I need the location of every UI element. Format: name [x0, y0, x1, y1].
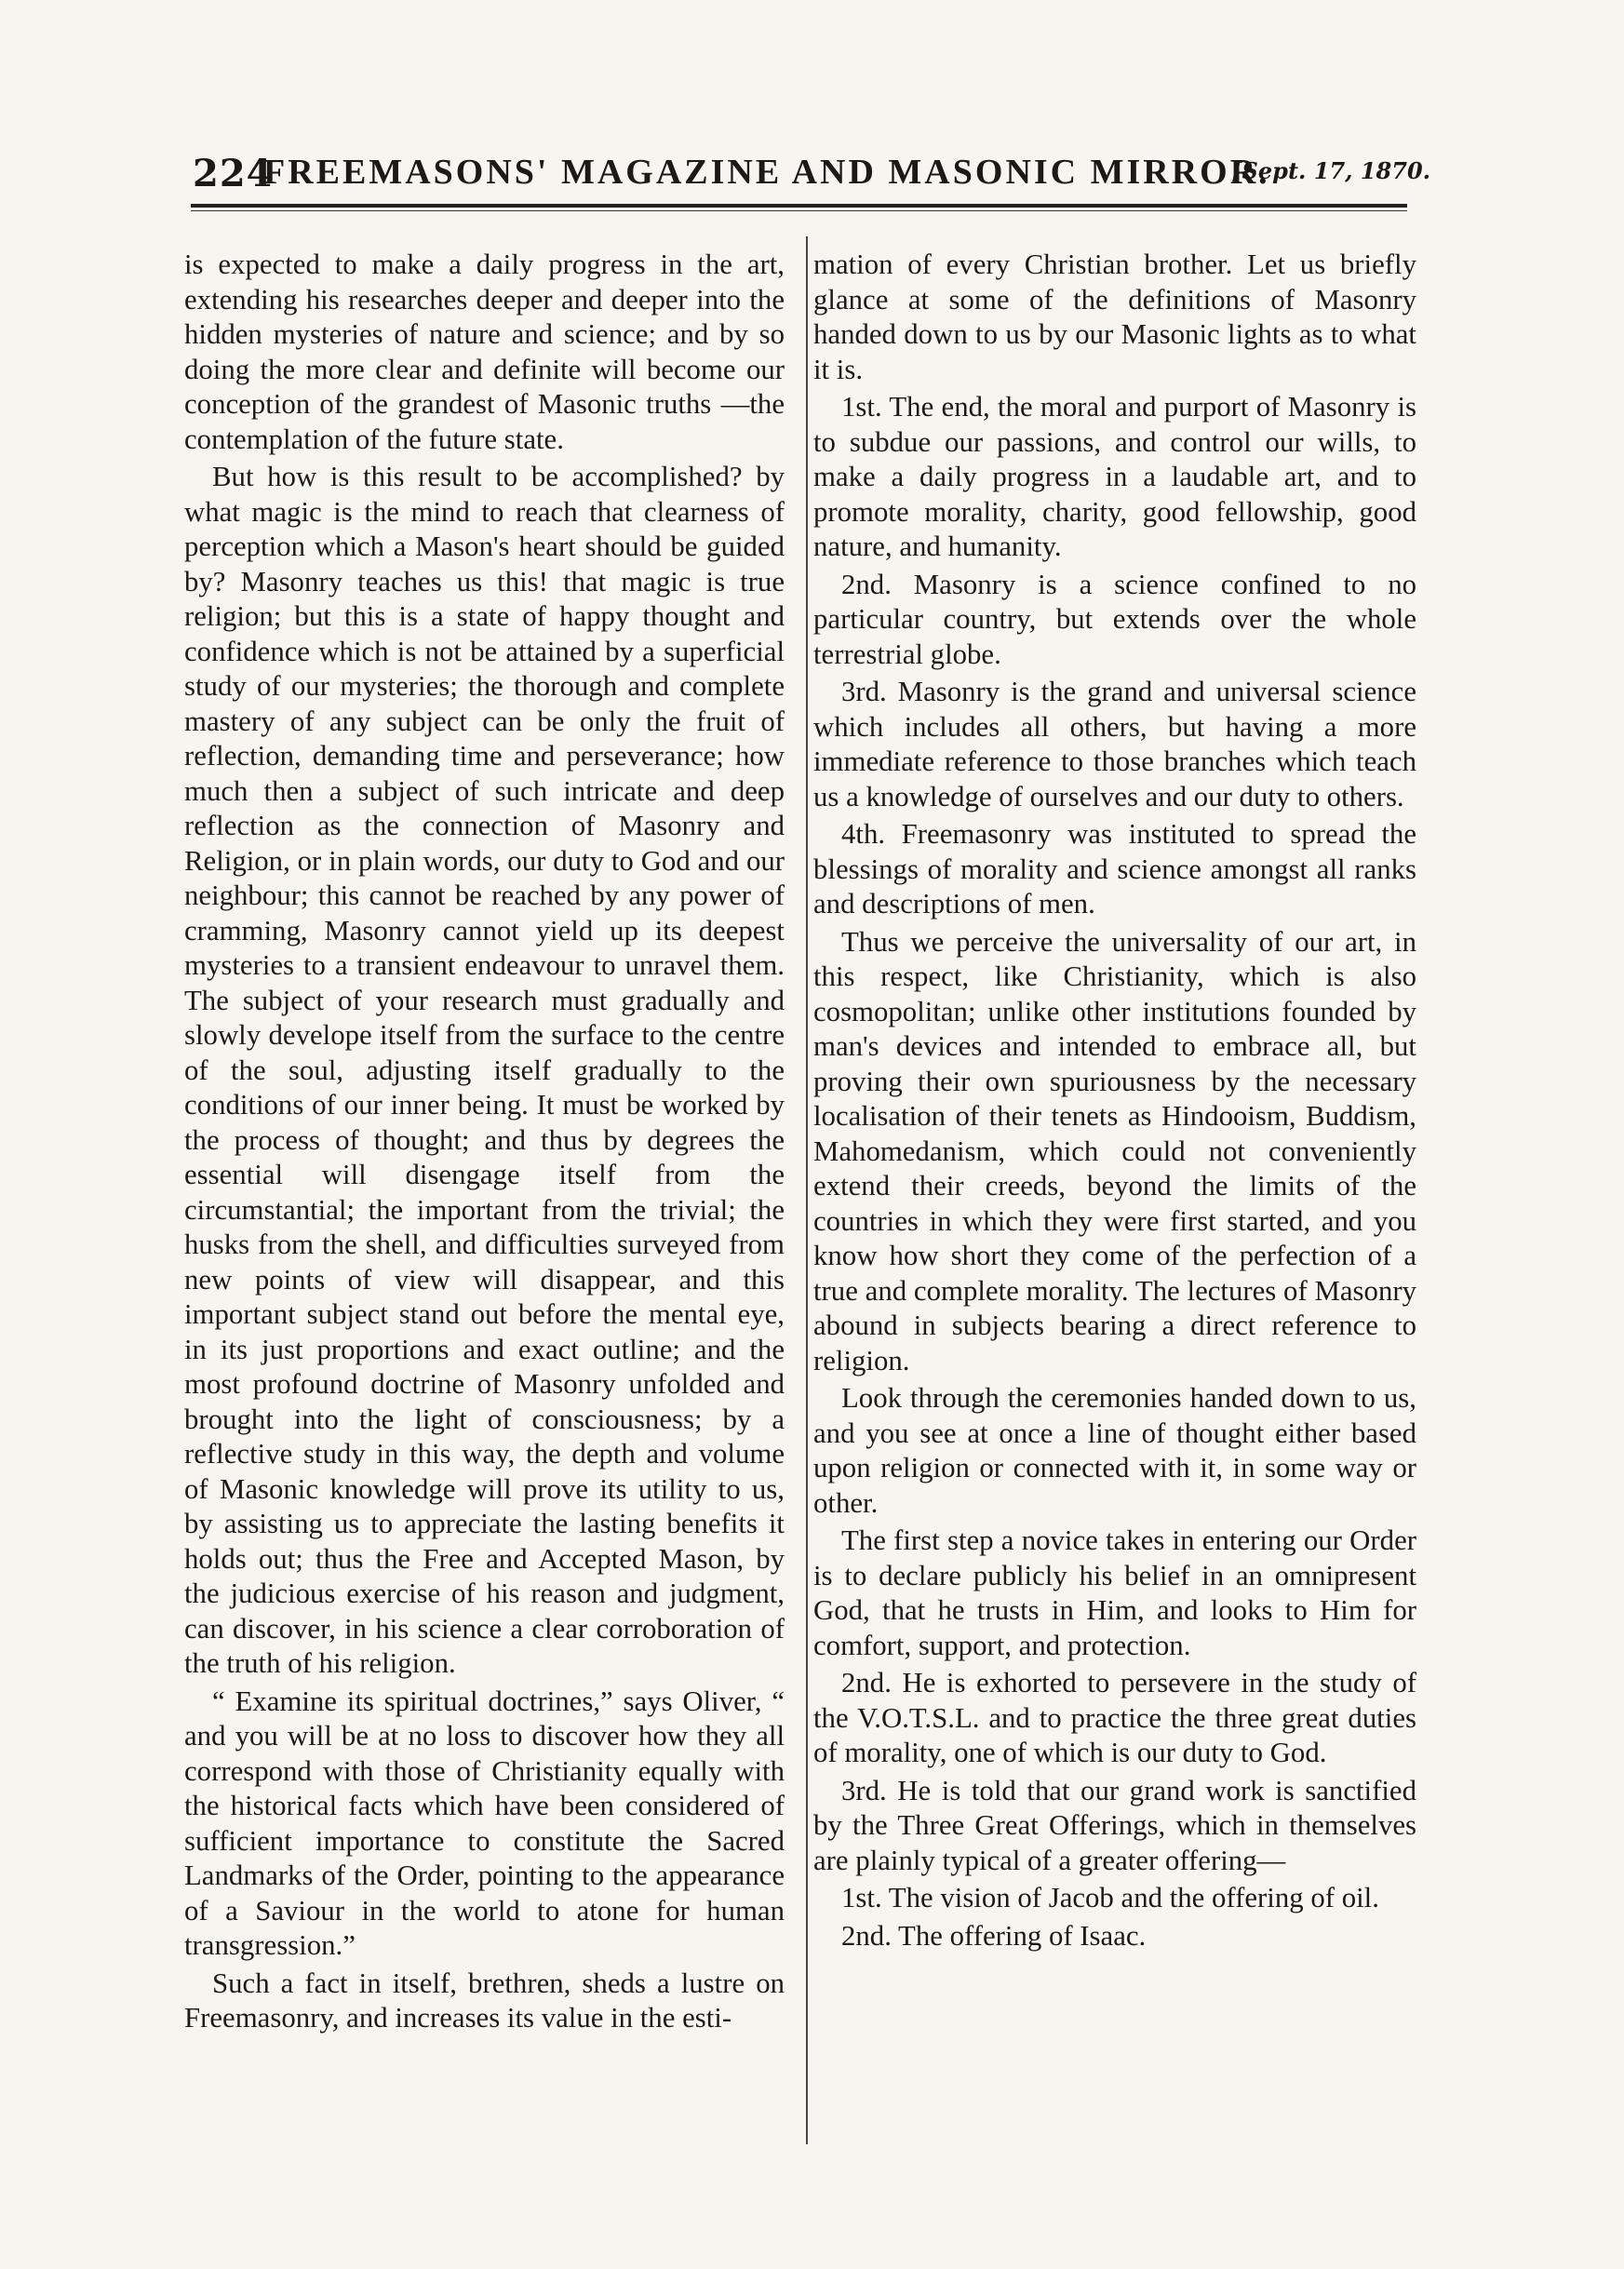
paragraph: Thus we perceive the universality of our art, in this respect, like Christianity, which is also cosmopolitan; unlike other institutions founded by man's devices and intended to embrace all, but proving their own spuriousness by the necessary localisation of their tenets as Hindooism, Buddism, Mahomedanism, which could not conveniently extend their creeds, beyond the limits of the countries in which they were first started, and you know how short they come of the perfection of a true and complete morality. The lectures of Masonry abound in subjects bearing a direct reference to religion. — [813, 925, 1416, 1376]
right-column — [813, 248, 1416, 1956]
paragraph: mation of every Christian brother. Let us briefly glance at some of the definitions of Masonry handed down to us by our Masonic lights as to what it is. — [813, 248, 1416, 385]
paragraph: 2nd. He is exhorted to persevere in the study of the V.O.T.S.L. and to practice the three great duties of morality, one of which is our duty to God. — [813, 1667, 1416, 1768]
paragraph: The first step a novice takes in entering our Order is to declare publicly his belief in an omnipresent God, that he trusts in Him, and looks to Him for comfort, support, and protection. — [813, 1524, 1416, 1661]
paragraph: 4th. Freemasonry was instituted to spread the blessings of morality and science amongst all ranks and descriptions of men. — [813, 818, 1416, 920]
left-column — [184, 248, 785, 2039]
paragraph: 2nd. The offering of Isaac. — [841, 1919, 1147, 1952]
paragraph: Such a fact in itself, brethren, sheds a lustre on Freemasonry, and increases its value in the esti- — [184, 1967, 785, 2034]
magazine-title: FREEMASONS' MAGAZINE AND MASONIC MIRROR. — [263, 153, 1270, 192]
paragraph: Look through the ceremonies handed down to us, and you see at once a line of thought either based upon religion or connected with it, in some way or other. — [813, 1382, 1416, 1519]
paragraph: “ Examine its spiritual doctrines,” says Oliver, “ and you will be at no loss to discover how they all correspond with those of Christianity equally with the historical facts which have been considered of sufficient importance to constitute the Sacred Landmarks of the Order, pointing to the appearance of a Saviour in the world to atone for human transgression.” — [184, 1685, 785, 1961]
paragraph: But how is this result to be accomplished? by what magic is the mind to reach that clearness of perception which a Mason's heart should be guided by? Masonry teaches us this! that magic is true religion; but this is a state of happy thought and confidence which is not be attained by a superficial study of our mysteries; the thorough and complete mastery of any subject can be only the fruit of reflection, demanding time and perseverance; how much then a subject of such intricate and deep reflection as the connection of Masonry and Religion, or in plain words, our duty to God and our neighbour; this cannot be reached by any power of cramming, Masonry cannot yield up its deepest mysteries to a transient endeavour to unravel them. The subject of your research must gradually and slowly develope itself from the surface to the centre of the soul, adjusting itself gradually to the conditions of our inner being. It must be worked by the process of thought; and thus by degrees the essential will disengage itself from the circumstantial; the important from the trivial; the husks from the shell, and difficulties surveyed from new points of view will disappear, and this important subject stand out before the mental eye, in its just proportions and exact outline; and the most profound doctrine of Masonry unfolded and brought into the light of consciousness; by a reflective study in this way, the depth and volume of Masonic knowledge will prove its utility to us, by assisting us to appreciate the lasting benefits it holds out; thus the Free and Accepted Mason, by the judicious exercise of his reason and judgment, can discover, in his science a clear corroboration of the truth of his religion. — [184, 461, 785, 1679]
paragraph: 3rd. He is told that our grand work is sanctified by the Three Great Offerings, which in themselves are plainly typical of a greater offering— — [813, 1774, 1416, 1876]
paragraph: 3rd. Masonry is the grand and universal science which includes all others, but having a more immediate reference to those branches which teach us a knowledge of ourselves and our duty to others. — [813, 676, 1416, 812]
paragraph: 1st. The vision of Jacob and the offering of oil. — [841, 1882, 1379, 1913]
page-header — [193, 144, 1430, 200]
paragraph: 1st. The end, the moral and purport of Masonry is to subdue our passions, and control our wills, to make a daily progress in a laudable art, and to promote morality, charity, good fellowship, good nature, and humanity. — [813, 391, 1416, 562]
issue-date: [Sept. 17, 1870. — [1231, 157, 1430, 184]
column-divider — [806, 236, 808, 2144]
paragraph: 2nd. Masonry is a science confined to no particular country, but extends over the whole terrestrial globe. — [813, 568, 1416, 670]
page-number: 224 — [193, 152, 274, 195]
paragraph: is expected to make a daily progress in the art, extending his researches deeper and deeper into the hidden mysteries of nature and science; and by so doing the more clear and definite will become our conception of the grandest of Masonic truths —the contemplation of the future state. — [184, 248, 785, 455]
header-rule-thin — [191, 210, 1407, 211]
header-rule — [191, 204, 1407, 208]
